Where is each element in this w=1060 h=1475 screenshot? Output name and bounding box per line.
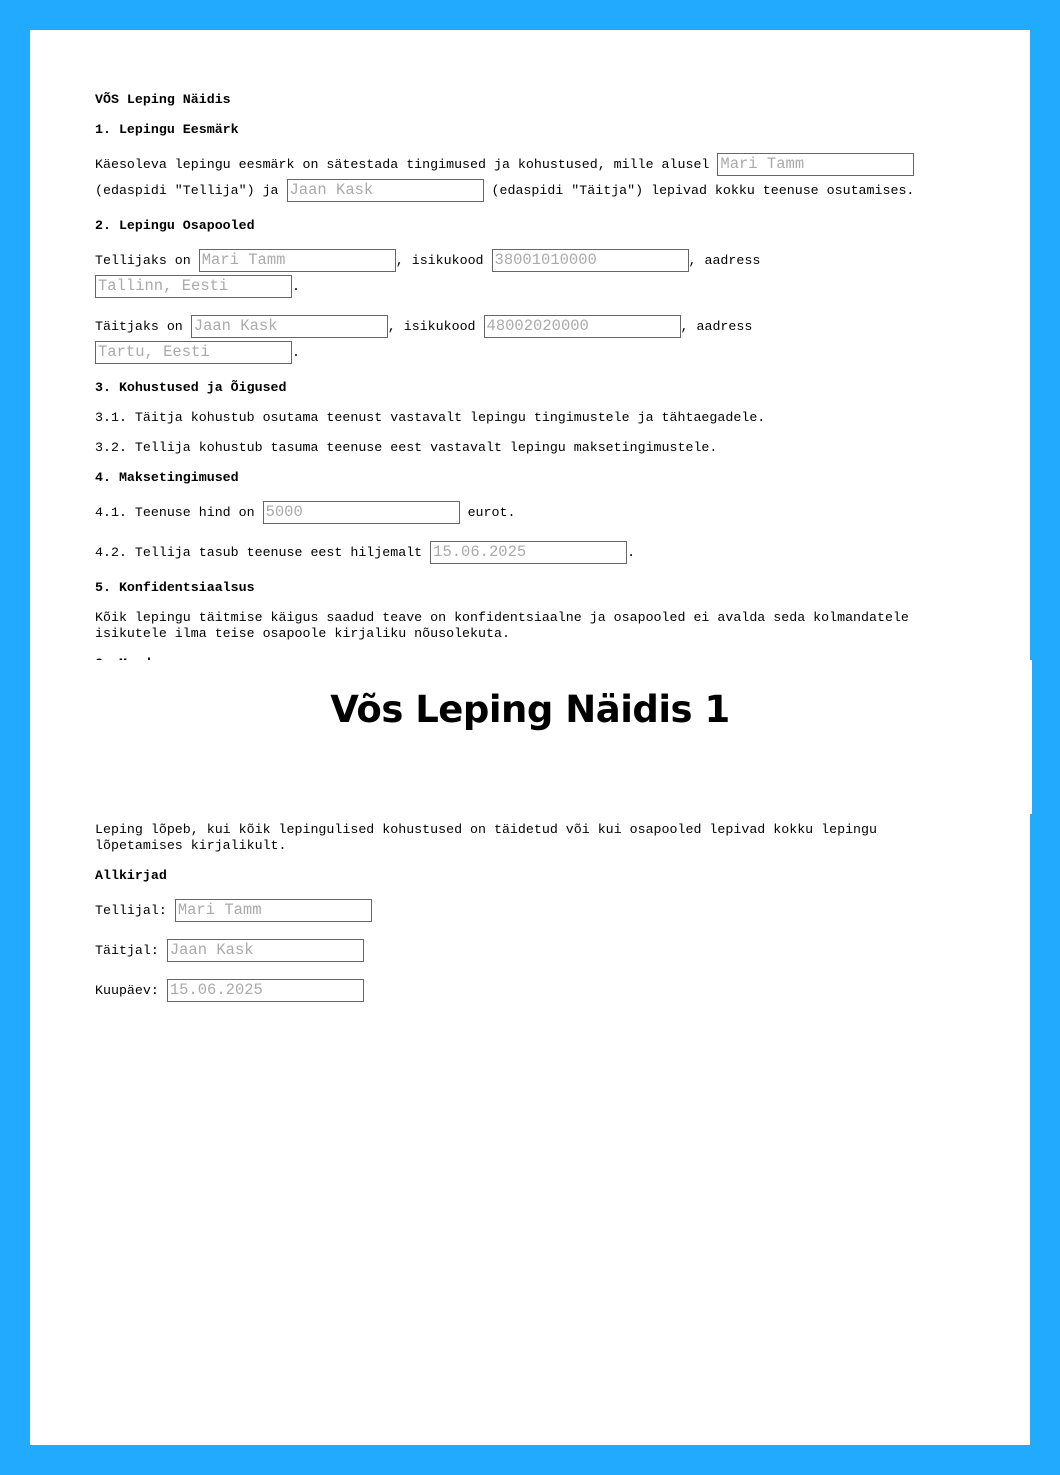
termination-text: Leping lõpeb, kui kõik lepingulised kohustused on täidetud või kui osapooled lepivad kokku lepingu lõpetamises kirjalikult.	[95, 822, 877, 853]
section5-heading: 5. Konfidentsiaalsus	[95, 580, 255, 595]
section1-paragraph	[95, 152, 940, 204]
contractor-id-label: , isikukood	[387, 319, 476, 334]
deadline-field[interactable]: 15.06.2025	[430, 541, 627, 564]
date-label: Kuupäev:	[95, 983, 159, 998]
section1-text-middle: (edaspidi "Tellija") ja	[95, 183, 279, 198]
contract-body-top	[95, 92, 940, 660]
date-field[interactable]: 15.06.2025	[167, 979, 364, 1002]
client-address-field[interactable]: Tallinn, Eesti	[95, 275, 292, 298]
contractor-signature-label: Täitjal:	[95, 943, 159, 958]
document-title: VÕS Leping Näidis	[95, 92, 231, 107]
contractor-party-paragraph	[95, 314, 940, 366]
signatures-heading: Allkirjad	[95, 868, 167, 883]
section1-text-after: (edaspidi "Täitja") lepivad kokku teenuse osutamises.	[491, 183, 915, 198]
section3-heading: 3. Kohustused ja Õigused	[95, 380, 287, 395]
contract-body-bottom	[95, 822, 940, 1018]
contractor-signature-row	[95, 938, 940, 964]
deadline-period: .	[627, 545, 636, 560]
contractor-name-field[interactable]: Jaan Kask	[287, 179, 484, 202]
price-label: 4.1. Teenuse hind on	[95, 505, 255, 520]
contractor-address-label: , aadress	[680, 319, 753, 334]
client-label: Tellijaks on	[95, 253, 191, 268]
deadline-paragraph	[95, 540, 940, 566]
client-id-field[interactable]: 38001010000	[492, 249, 689, 272]
contractor-period: .	[292, 345, 300, 360]
client-party-paragraph	[95, 248, 940, 300]
section2-heading: 2. Lepingu Osapooled	[95, 218, 255, 233]
client-signature-row	[95, 898, 940, 924]
client-name-field[interactable]: Mari Tamm	[717, 153, 914, 176]
deadline-label: 4.2. Tellija tasub teenuse eest hiljemalt	[95, 545, 423, 560]
contractor-name-field-2[interactable]: Jaan Kask	[191, 315, 388, 338]
client-period: .	[292, 279, 300, 294]
section4-heading: 4. Maksetingimused	[95, 470, 239, 485]
client-address-label: , aadress	[688, 253, 761, 268]
price-paragraph	[95, 500, 940, 526]
client-signature-label: Tellijal:	[95, 903, 167, 918]
contractor-address-field[interactable]: Tartu, Eesti	[95, 341, 292, 364]
date-row	[95, 978, 940, 1004]
price-field[interactable]: 5000	[263, 501, 460, 524]
section3-item2: 3.2. Tellija kohustub tasuma teenuse eest vastavalt lepingu maksetingimustele.	[95, 440, 718, 455]
contractor-label: Täitjaks on	[95, 319, 183, 334]
banner-title: Võs Leping Näidis 1	[330, 688, 730, 731]
client-signature-field[interactable]: Mari Tamm	[175, 899, 372, 922]
client-id-label: , isikukood	[395, 253, 484, 268]
title-banner	[30, 660, 1032, 814]
client-name-field-2[interactable]: Mari Tamm	[199, 249, 396, 272]
document-page	[30, 30, 1030, 1445]
contractor-signature-field[interactable]: Jaan Kask	[167, 939, 364, 962]
section1-text-before: Käesoleva lepingu eesmärk on sätestada tingimused ja kohustused, mille alusel	[95, 157, 710, 172]
section3-item1: 3.1. Täitja kohustub osutama teenust vastavalt lepingu tingimustele ja tähtaegadele.	[95, 410, 766, 425]
section5-text: Kõik lepingu täitmise käigus saadud teave on konfidentsiaalne ja osapooled ei avalda seda kolmandatele isikutele ilma teise osapoole kirjaliku nõusolekuta.	[95, 610, 909, 641]
section1-heading: 1. Lepingu Eesmärk	[95, 122, 239, 137]
contractor-id-field[interactable]: 48002020000	[484, 315, 681, 338]
currency-label: eurot.	[467, 505, 516, 520]
